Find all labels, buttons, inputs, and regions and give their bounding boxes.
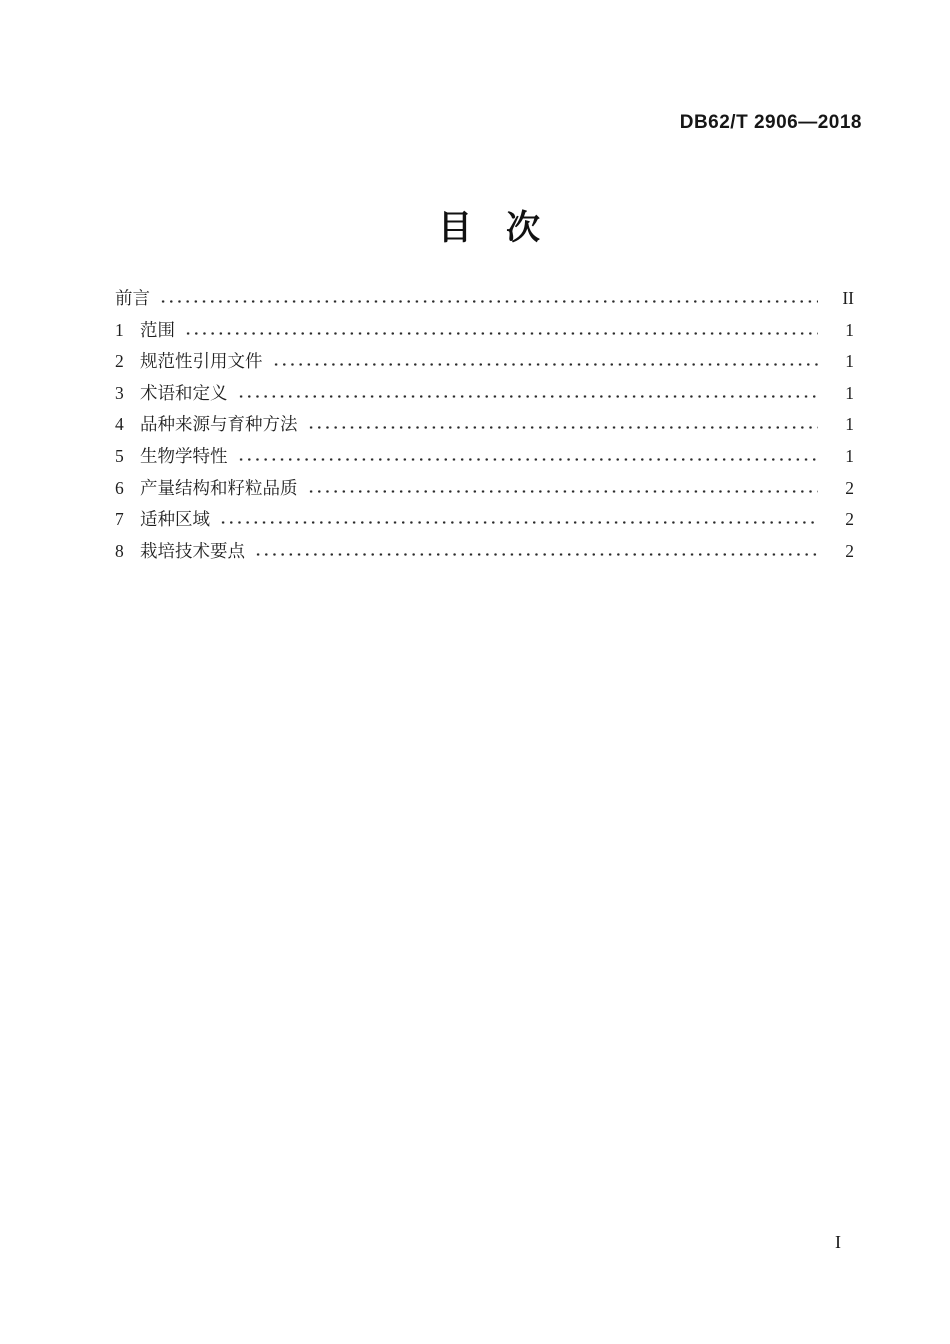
toc-entry-label: 规范性引用文件 (140, 351, 263, 372)
toc-entry-number: 4 (115, 414, 124, 435)
toc-entry-page: II (842, 288, 854, 308)
toc-entry (115, 346, 854, 378)
page-title: 目 次 (438, 210, 540, 247)
table-of-contents (115, 283, 854, 567)
toc-entry (115, 315, 854, 347)
toc-entry-number: 7 (115, 509, 124, 530)
toc-entry (115, 473, 854, 505)
toc-entry-number: 5 (115, 445, 124, 466)
toc-entry-label: 品种来源与育种方法 (140, 414, 298, 435)
dot-leader (219, 520, 818, 525)
toc-entry-label: 生物学特性 (140, 445, 228, 466)
toc-entry-page: 1 (845, 319, 854, 340)
dot-leader (159, 299, 818, 304)
toc-entry-label: 栽培技术要点 (140, 540, 245, 561)
toc-entry (115, 283, 854, 315)
toc-entry (115, 409, 854, 441)
toc-entry-page: 2 (845, 509, 854, 530)
toc-entry-label: 适种区域 (140, 509, 210, 530)
toc-entry (115, 378, 854, 410)
toc-entry-number: 8 (115, 540, 124, 561)
toc-entry-number: 2 (115, 351, 124, 372)
dot-leader (184, 331, 818, 336)
dot-leader (307, 489, 819, 494)
toc-entry-label: 产量结构和籽粒品质 (140, 477, 298, 498)
toc-entry-page: 2 (845, 477, 854, 498)
toc-entry-label: 术语和定义 (140, 382, 228, 403)
toc-entry-label: 前言 (115, 288, 150, 308)
toc-entry (115, 536, 854, 568)
toc-entry-page: 1 (845, 445, 854, 466)
toc-entry-number: 3 (115, 382, 124, 403)
page-number: I (835, 1232, 841, 1252)
dot-leader (307, 425, 819, 430)
dot-leader (254, 552, 818, 557)
dot-leader (237, 394, 819, 399)
dot-leader (237, 457, 819, 462)
standard-code: DB62/T 2906—2018 (679, 112, 862, 133)
toc-entry-page: 1 (845, 382, 854, 403)
toc-entry-page: 1 (845, 414, 854, 435)
toc-entry-label: 范围 (140, 319, 175, 340)
toc-entry (115, 441, 854, 473)
toc-entry-number: 6 (115, 477, 124, 498)
dot-leader (272, 362, 819, 367)
toc-entry-number: 1 (115, 319, 124, 340)
toc-entry-page: 2 (845, 540, 854, 561)
toc-entry-page: 1 (845, 351, 854, 372)
toc-entry (115, 504, 854, 536)
